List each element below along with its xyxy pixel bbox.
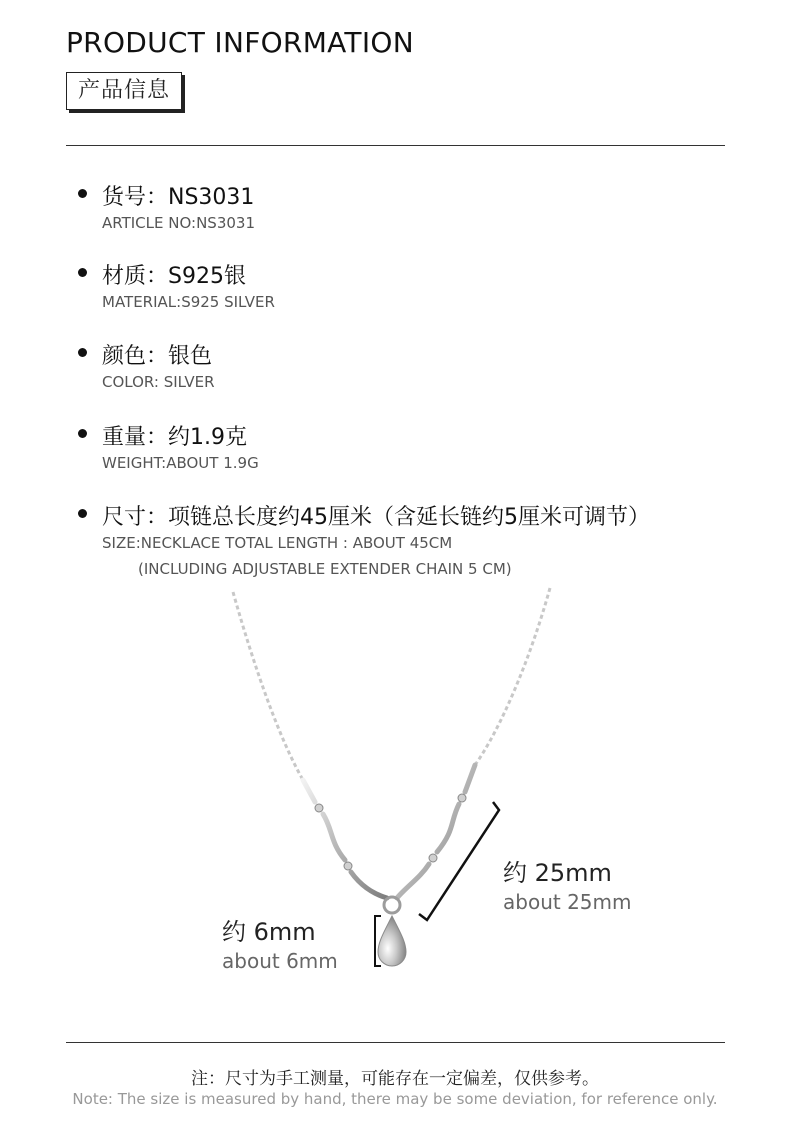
spec-size-cn: 尺寸：项链总长度约45厘米（含延长链约5厘米可调节） bbox=[102, 505, 650, 530]
dimension-label-pendant bbox=[222, 912, 338, 973]
bullet-icon bbox=[78, 189, 87, 198]
footer-note-cn: 注：尺寸为手工测量，可能存在一定偏差，仅供参考。 bbox=[191, 1069, 599, 1089]
dimension-length-en: about 25mm bbox=[503, 890, 632, 914]
center-ring bbox=[384, 897, 400, 913]
pendant-drop bbox=[378, 916, 406, 966]
bottom-divider bbox=[66, 1042, 725, 1043]
bullet-icon bbox=[78, 429, 87, 438]
spec-color-cn: 颜色：银色 bbox=[102, 344, 213, 369]
dimension-length-cn: 约 25mm bbox=[503, 859, 612, 887]
spec-article-en: ARTICLE NO:NS3031 bbox=[102, 214, 255, 232]
spec-material-en: MATERIAL:S925 SILVER bbox=[102, 293, 275, 311]
dimension-pendant-en: about 6mm bbox=[222, 949, 338, 973]
page-title: PRODUCT INFORMATION bbox=[66, 26, 414, 59]
spec-color-en: COLOR: SILVER bbox=[102, 373, 215, 391]
spec-weight-cn: 重量：约1.9克 bbox=[102, 425, 247, 450]
chain-right bbox=[475, 588, 550, 765]
bar-links-right bbox=[397, 765, 475, 898]
bullet-icon bbox=[78, 348, 87, 357]
spec-material-cn: 材质：S925银 bbox=[102, 264, 246, 289]
spec-size-en: SIZE:NECKLACE TOTAL LENGTH : ABOUT 45CM bbox=[102, 534, 453, 552]
bullet-icon bbox=[78, 509, 87, 518]
page-title-cn-badge: 产品信息 bbox=[66, 72, 182, 110]
bar-links-left bbox=[303, 780, 387, 898]
bullet-icon bbox=[78, 268, 87, 277]
footer-note-en: Note: The size is measured by hand, there may be some deviation, for reference only. bbox=[72, 1090, 718, 1108]
chain-left bbox=[233, 592, 303, 780]
spec-size-en-extra: (INCLUDING ADJUSTABLE EXTENDER CHAIN 5 CM) bbox=[138, 560, 512, 578]
top-divider bbox=[66, 145, 725, 146]
dimension-label-length bbox=[503, 853, 631, 914]
spec-article-cn: 货号：NS3031 bbox=[102, 185, 255, 210]
spec-weight-en: WEIGHT:ABOUT 1.9G bbox=[102, 454, 259, 472]
dimension-pendant-cn: 约 6mm bbox=[222, 918, 316, 946]
